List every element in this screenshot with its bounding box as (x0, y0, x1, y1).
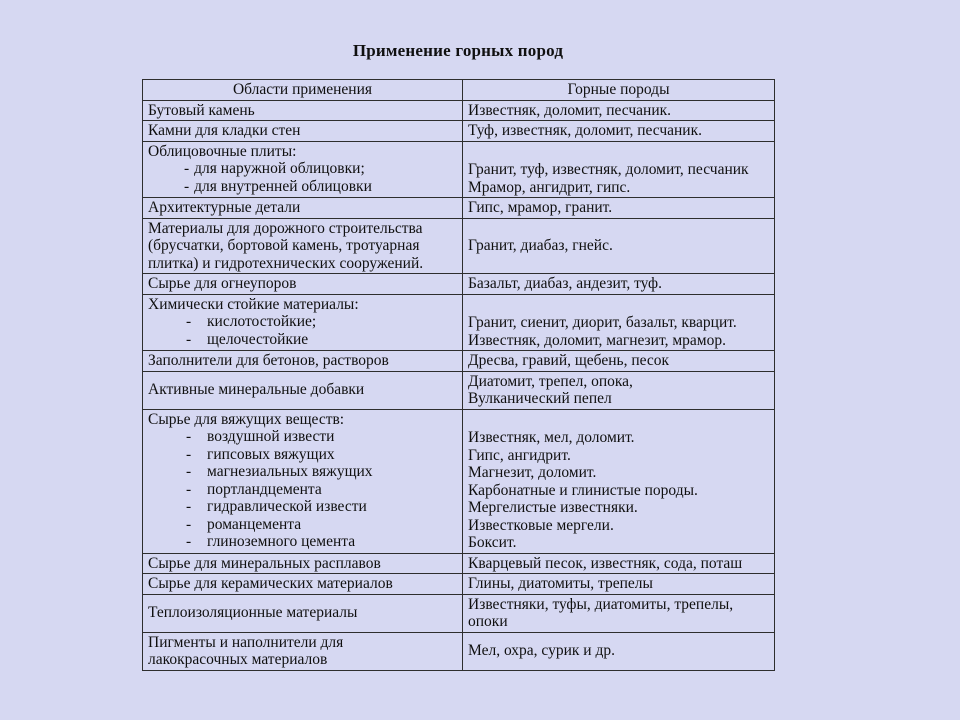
application-text: Химически стойкие материалы: (148, 295, 359, 313)
application-text: для наружной облицовки; (194, 160, 365, 177)
application-list-item (148, 160, 457, 178)
application-text: Облицовочные плиты: (148, 142, 297, 160)
rocks-cell (463, 141, 775, 198)
rocks-cell (463, 553, 775, 574)
application-cell (143, 632, 463, 670)
application-cell (143, 574, 463, 595)
rocks-line: Туф, известняк, доломит, песчаник. (468, 122, 703, 139)
table-row (143, 594, 775, 632)
application-text: Архитектурные детали (148, 199, 301, 216)
rocks-line: Гипс, ангидрит. (468, 446, 571, 464)
rocks-cell (463, 594, 775, 632)
dash-marker: - (186, 463, 192, 480)
rocks-cell (463, 121, 775, 142)
rocks-line: Гранит, сиенит, диорит, базальт, кварцит. (468, 314, 737, 331)
application-cell (143, 553, 463, 574)
application-line (148, 296, 457, 314)
application-text: (брусчатки, бортовой камень, тротуарная (148, 237, 420, 254)
application-cell (143, 100, 463, 121)
application-line (148, 634, 457, 652)
rocks-line: Известковые мергели. (468, 516, 614, 534)
table-row (143, 409, 775, 553)
application-text: гипсовых вяжущих (207, 445, 335, 463)
rocks-line: Гранит, туф, известняк, доломит, песчаник (468, 161, 749, 178)
rocks-line: Базальт, диабаз, андезит, туф. (468, 275, 662, 292)
rocks-line: Карбонатные и глинистые породы. (468, 481, 698, 499)
application-text: Камни для кладки стен (148, 122, 301, 139)
application-line (148, 237, 457, 255)
rocks-line: Глины, диатомиты, трепелы (468, 575, 653, 592)
application-cell (143, 141, 463, 198)
application-text: Пигменты и наполнители для (148, 633, 344, 651)
rocks-line: Гранит, диабаз, гнейс. (468, 237, 613, 254)
application-text: глиноземного цемента (207, 533, 356, 550)
dash-marker: - (186, 515, 192, 533)
rocks-line: Боксит. (468, 534, 517, 551)
application-text: Материалы для дорожного строительства (148, 219, 423, 237)
rocks-cell (463, 274, 775, 295)
rocks-line: Дресва, гравий, щебень, песок (468, 352, 670, 369)
application-text: Сырье для керамических материалов (148, 575, 393, 592)
application-line (148, 255, 457, 273)
rocks-cell (463, 218, 775, 274)
page-title: Применение горных пород (352, 41, 564, 60)
application-text: Заполнители для бетонов, растворов (148, 352, 389, 369)
application-line (148, 143, 457, 161)
rocks-line: Мрамор, ангидрит, гипс. (468, 178, 631, 196)
table-row (143, 553, 775, 574)
application-cell (143, 409, 463, 553)
table-row (143, 351, 775, 372)
rocks-cell (463, 100, 775, 121)
table-header-row (143, 80, 775, 101)
application-cell (143, 198, 463, 219)
rocks-line: Известняк, доломит, песчаник. (468, 101, 672, 119)
application-list-item (148, 516, 457, 534)
application-line (148, 199, 457, 217)
table-row (143, 121, 775, 142)
table-row (143, 632, 775, 670)
dash-marker: - (186, 480, 192, 498)
dash-marker: - (184, 177, 190, 195)
application-text: магнезиальных вяжущих (207, 463, 373, 480)
application-line (148, 275, 457, 293)
application-cell (143, 594, 463, 632)
table-row (143, 294, 775, 351)
dash-marker: - (186, 428, 192, 445)
rocks-cell (463, 371, 775, 409)
application-line (148, 555, 457, 573)
application-text: романцемента (207, 515, 302, 533)
rocks-line: Магнезит, доломит. (468, 464, 597, 481)
rocks-cell (463, 632, 775, 670)
rocks-cell (463, 294, 775, 351)
application-text: гидравлической извести (207, 498, 367, 515)
table-row (143, 218, 775, 274)
application-list-item (148, 446, 457, 464)
application-text: для внутренней облицовки (194, 177, 372, 195)
rocks-line: Мел, охра, сурик и др. (468, 642, 615, 660)
application-cell (143, 294, 463, 351)
table-row (143, 274, 775, 295)
applications-table (142, 79, 775, 671)
dash-marker: - (186, 533, 192, 550)
application-line (148, 352, 457, 370)
application-text: плитка) и гидротехнических сооружений. (148, 254, 424, 272)
table-row (143, 574, 775, 595)
application-line (148, 575, 457, 593)
application-line (148, 604, 457, 622)
table-row (143, 100, 775, 121)
application-line (148, 381, 457, 399)
application-text: Теплоизоляционные материалы (148, 604, 358, 622)
application-text: Активные минеральные добавки (148, 381, 365, 399)
rocks-cell (463, 574, 775, 595)
rocks-line: Мергелистые известняки. (468, 499, 638, 516)
application-text: щелочестойкие (207, 330, 309, 348)
rocks-cell (463, 409, 775, 553)
application-list-item (148, 428, 457, 446)
rocks-line: опоки (468, 613, 508, 630)
application-list-item (148, 178, 457, 196)
dash-marker: - (186, 313, 192, 330)
application-list-item (148, 313, 457, 331)
rocks-line: Диатомит, трепел, опока, (468, 372, 633, 390)
rocks-cell (463, 351, 775, 372)
application-line (148, 411, 457, 429)
table-row (143, 371, 775, 409)
application-list-item (148, 481, 457, 499)
dash-marker: - (186, 445, 192, 463)
application-cell (143, 274, 463, 295)
application-list-item (148, 498, 457, 516)
application-line (148, 220, 457, 238)
rocks-line: Известняк, доломит, магнезит, мрамор. (468, 331, 726, 349)
dash-marker: - (186, 330, 192, 348)
rocks-line: Вулканический пепел (468, 390, 612, 407)
application-list-item (148, 331, 457, 349)
dash-marker: - (186, 498, 192, 515)
rocks-cell (463, 198, 775, 219)
application-cell (143, 121, 463, 142)
application-list-item (148, 533, 457, 551)
table-row (143, 141, 775, 198)
rocks-line: Гипс, мрамор, гранит. (468, 199, 613, 216)
rocks-line: Кварцевый песок, известняк, сода, поташ (468, 554, 743, 572)
application-text: воздушной извести (207, 428, 335, 445)
table-row (143, 198, 775, 219)
application-cell (143, 351, 463, 372)
column-header-applications: Области применения (143, 80, 463, 101)
application-text: Сырье для вяжущих веществ: (148, 410, 345, 428)
application-list-item (148, 463, 457, 481)
column-header-rocks: Горные породы (463, 80, 775, 101)
application-text: портландцемента (207, 480, 322, 498)
application-text: Бутовый камень (148, 101, 255, 119)
application-cell (143, 371, 463, 409)
application-text: Сырье для огнеупоров (148, 275, 297, 292)
application-line (148, 102, 457, 120)
rocks-line: Известняки, туфы, диатомиты, трепелы, (468, 595, 734, 613)
application-text: кислотостойкие; (207, 313, 317, 330)
application-cell (143, 218, 463, 274)
application-text: лакокрасочных материалов (148, 651, 328, 668)
application-line (148, 651, 457, 669)
rocks-line: Известняк, мел, доломит. (468, 429, 635, 446)
application-text: Сырье для минеральных расплавов (148, 554, 381, 572)
application-line (148, 122, 457, 140)
dash-marker: - (184, 160, 190, 177)
